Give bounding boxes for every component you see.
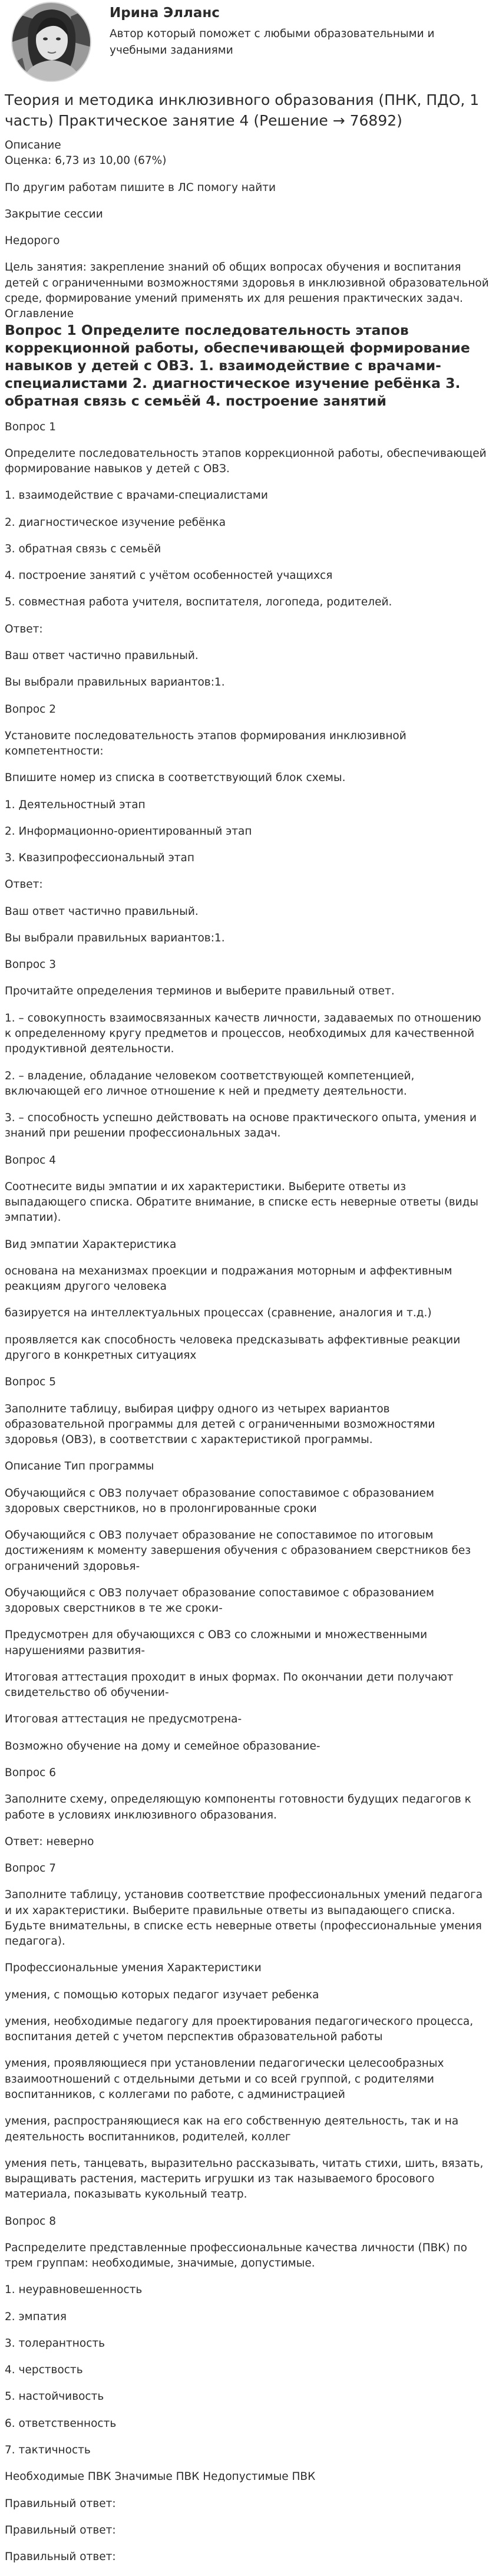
question-label: Вопрос 6 — [5, 1767, 56, 1780]
list-item: 1. неуравновешенность — [5, 2284, 143, 2297]
document-title: Теория и методика инклюзивного образования (ПНК, ПДО, 1 часть) Практическое занятие 4 (Решение → 76892) — [5, 91, 480, 129]
result-text: Ваш ответ частично правильный. — [5, 650, 199, 662]
list-item: 5. совместная работа учителя, воспитателя, логопеда, родителей. — [5, 596, 392, 609]
question-label: Вопрос 1 — [5, 420, 56, 433]
answer-label: Правильный ответ: — [5, 2551, 116, 2564]
answer-label: Ответ: — [5, 878, 43, 891]
toc-heading: Вопрос 1 Определите последовательность этапов коррекционной работы, обеспечивающей формирование навыков у детей с ОВЗ. 1. взаимодействие с врачами-специалистами 2. диагностическое изучение ребёнка 3. обратная связь с семьёй 4. построение занятий — [5, 322, 470, 409]
question-label: Вопрос 8 — [5, 2215, 56, 2228]
question-label: Вопрос 2 — [5, 703, 56, 716]
list-item: 1. взаимодействие с врачами-специалистами — [5, 489, 268, 502]
list-item: 4. построение занятий с учётом особенностей учащихся — [5, 569, 333, 582]
answer-label: Правильный ответ: — [5, 2524, 116, 2537]
list-item: 7. тактичность — [5, 2443, 91, 2456]
table-row: Итоговая аттестация не предусмотрена- — [5, 1713, 242, 1726]
question-text: Установите последовательность этапов формирования инклюзивной компетентности: — [5, 729, 407, 758]
table-row: Обучающийся с ОВЗ получает образование не сопоставимое по итоговым достижениям к моменту завершения обучения с образованием сверстников без ограничений здоровья- — [5, 1529, 471, 1573]
list-item: 6. ответственность — [5, 2417, 117, 2430]
question-3 — [5, 957, 491, 1141]
description-label: Описание — [5, 139, 61, 151]
toc-label: Оглавление — [5, 308, 74, 321]
note-text: По другим работам пишите в ЛС помогу найти — [5, 181, 276, 194]
list-item: 3. обратная связь с семьёй — [5, 542, 161, 555]
table-row: умения, необходимые педагогу для проектирования педагогического процесса, воспитания детей с учетом перспектив образовательной работы — [5, 2015, 474, 2044]
table-row: Итоговая аттестация проходит в иных формах. По окончании дети получают свидетельство об обучении- — [5, 1671, 454, 1699]
list-item: 2. эмпатия — [5, 2310, 67, 2323]
question-text: Заполните таблицу, выбирая цифру одного из четырех вариантов образовательной программы для детей с ограниченными возможностями здоровья (ОВЗ), в соответствии с характеристикой программы. — [5, 1402, 435, 1447]
question-text: Заполните таблицу, установив соответствие профессиональных умений педагога и их характеристики. Выберите правильные ответы из выпадающего списка. Будьте внимательны, в списке есть неверные ответы (профессиональные умения педагога). — [5, 1889, 483, 1948]
question-label: Вопрос 3 — [5, 958, 56, 971]
question-1 — [5, 420, 491, 691]
answer-label: Правильный ответ: — [5, 2497, 116, 2510]
question-text: Соотнесите виды эмпатии и их характеристики. Выберите ответы из выпадающего списка. Обратите внимание, в списке есть неверные ответы (виды эмпатии). — [5, 1180, 479, 1224]
table-row: проявляется как способность человека предсказывать аффективные реакции другого в конкретных ситуациях — [5, 1333, 461, 1362]
avatar[interactable] — [11, 1, 92, 83]
list-item: 3. толерантность — [5, 2337, 105, 2350]
instruction-text: Впишите номер из списка в соответствующий блок схемы. — [5, 772, 346, 785]
question-text: Определите последовательность этапов коррекционной работы, обеспечивающей формирование навыков у детей с ОВЗ. — [5, 447, 487, 476]
price-text: Недорого — [5, 235, 60, 248]
question-7 — [5, 1861, 491, 2203]
table-row: базируется на интеллектуальных процессах (сравнение, аналогия и т.д.) — [5, 1307, 432, 1320]
goal-text: Цель занятия: закрепление знаний об общих вопросах обучения и воспитания детей с ограниченными возможностями здоровья в инклюзивной образовательной среде, формирование умений применять их для решения практических задач. — [5, 261, 489, 305]
table-row: умения, с помощью которых педагог изучает ребенка — [5, 1988, 319, 2001]
author-description: Автор который поможет с любыми образовательными и учебными заданиями — [110, 28, 435, 57]
question-5 — [5, 1375, 491, 1754]
table-row: умения, распространяющиеся как на его собственную деятельность, так и на деятельность воспитанников, родителей, коллег — [5, 2115, 459, 2143]
question-label: Вопрос 5 — [5, 1376, 56, 1389]
definition-item: 3. – способность успешно действовать на основе практического опыта, умения и знаний при решении профессиональных задач. — [5, 1112, 477, 1140]
result-text: Ваш ответ частично правильный. — [5, 905, 199, 918]
definition-item: 1. – совокупность взаимосвязанных качеств личности, задаваемых по отношению к определенному кругу предметов и процессов, необходимых для качественной продуктивной деятельности. — [5, 1012, 481, 1056]
table-row: Обучающийся с ОВЗ получает образование сопоставимое с образованием здоровых сверстников в те же сроки- — [5, 1586, 434, 1615]
table-header: Описание Тип программы — [5, 1460, 154, 1473]
definition-item: 2. – владение, обладание человеком соответствующей компетенцией, включающей его личное отношение к ней и предмету деятельности. — [5, 1069, 415, 1098]
list-item: 2. Информационно-ориентированный этап — [5, 825, 252, 838]
question-text: Распределите представленные профессиональные качества личности (ПВК) по трем группам: необходимые, значимые, допустимые. — [5, 2241, 467, 2270]
session-text: Закрытие сессии — [5, 207, 103, 220]
list-item: 3. Квазипрофессиональный этап — [5, 852, 194, 865]
table-row: умения петь, танцевать, выразительно рассказывать, читать стихи, шить, вязать, выращивать растения, мастерить игрушки из так называемого бросового материала, показывать кукольный театр. — [5, 2157, 484, 2201]
question-label: Вопрос 4 — [5, 1154, 56, 1167]
list-item: 5. настойчивость — [5, 2390, 104, 2403]
table-row: Предусмотрен для обучающихся с ОВЗ со сложными и множественными нарушениями развития- — [5, 1629, 428, 1657]
question-text: Заполните схему, определяющую компоненты готовности будущих педагогов к работе в условиях инклюзивного образования. — [5, 1793, 471, 1821]
table-row: Возможно обучение на дому и семейное образование- — [5, 1740, 320, 1753]
table-row: Обучающийся с ОВЗ получает образование сопоставимое с образованием здоровых сверстников, но в пролонгированные сроки — [5, 1487, 434, 1515]
author-name[interactable]: Ирина Элланс — [110, 5, 220, 21]
selected-text: Вы выбрали правильных вариантов:1. — [5, 931, 225, 944]
table-header: Вид эмпатии Характеристика — [5, 1238, 177, 1251]
table-row: основана на механизмах проекции и подражания моторным и аффективным реакциям другого человека — [5, 1264, 452, 1293]
answer-label: Ответ: — [5, 622, 43, 635]
question-label: Вопрос 7 — [5, 1862, 56, 1875]
table-header: Необходимые ПВК Значимые ПВК Недопустимые ПВК — [5, 2470, 316, 2483]
table-header: Профессиональные умения Характеристики — [5, 1962, 262, 1975]
score-text: Оценка: 6,73 из 10,00 (67%) — [5, 154, 167, 167]
question-2 — [5, 702, 491, 947]
answer-text: Ответ: неверно — [5, 1835, 94, 1848]
table-row: умения, проявляющиеся при установлении педагогически целесообразных взаимоотношений с отдельными детьми и со всей группой, с родителями воспитанников, с коллегами по работе, с администрацией — [5, 2057, 444, 2101]
list-item: 2. диагностическое изучение ребёнка — [5, 516, 226, 529]
author-header — [5, 0, 491, 90]
question-8 — [5, 2214, 491, 2565]
question-4 — [5, 1153, 491, 1364]
list-item: 1. Деятельностный этап — [5, 798, 146, 811]
question-text: Прочитайте определения терминов и выберите правильный ответ. — [5, 985, 395, 998]
list-item: 4. черствость — [5, 2364, 83, 2377]
question-6 — [5, 1765, 491, 1850]
selected-text: Вы выбрали правильных вариантов:1. — [5, 676, 225, 689]
